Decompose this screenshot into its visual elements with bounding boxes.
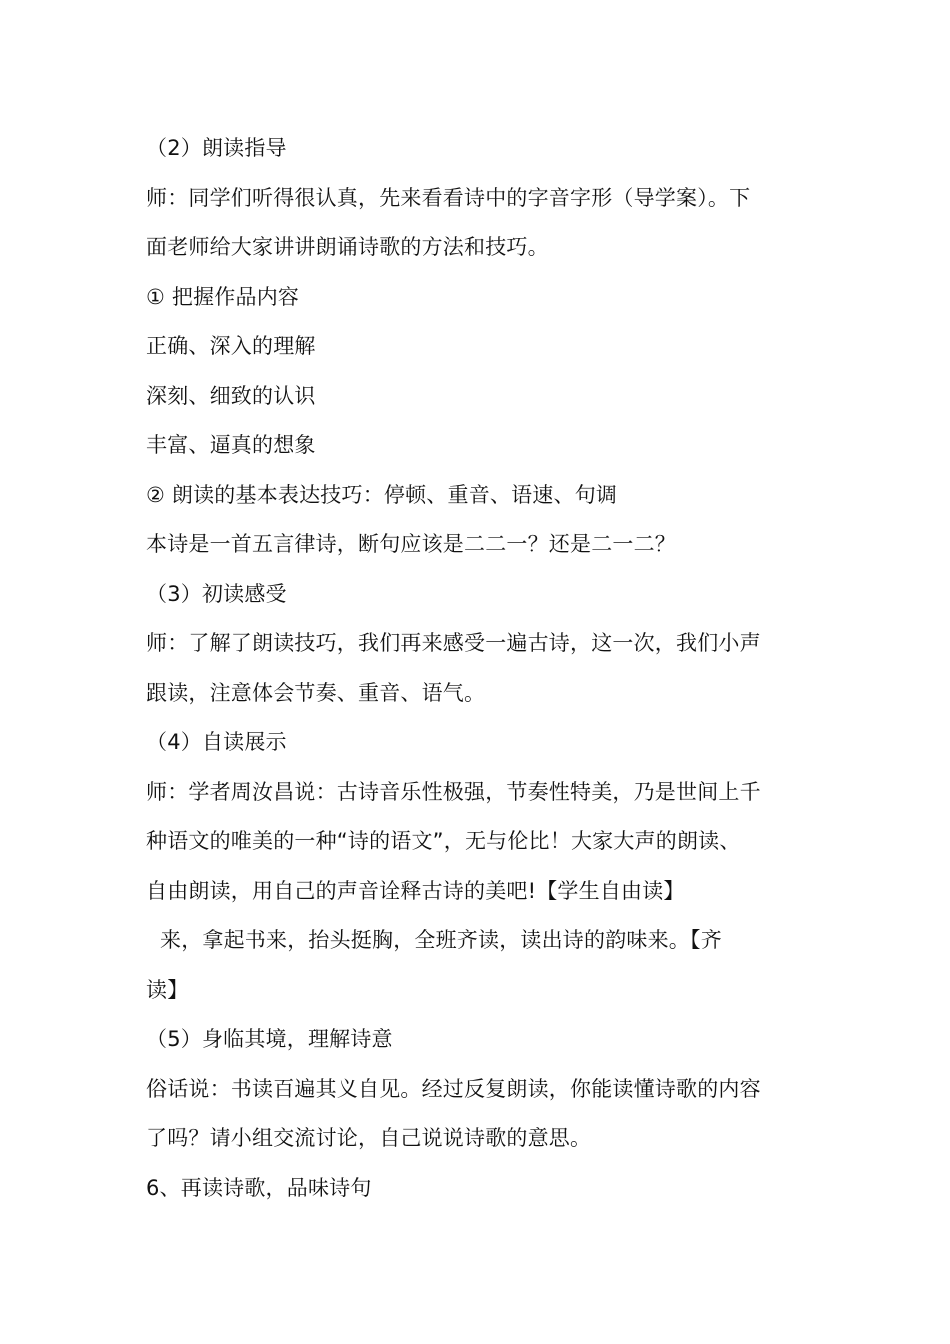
document-body [146,124,806,1213]
paragraph-line: 跟读，注意体会节奏、重音、语气。 [146,680,486,705]
paragraph-line: 师：同学们听得很认真，先来看看诗中的字音字形（导学案）。下 [146,185,751,210]
list-item: 正确、深入的理解 [146,334,316,358]
paragraph-line: 来，拿起书来，抬头挺胸，全班齐读，读出诗的韵味来。【齐 [160,928,722,952]
list-item-heading: ② 朗读的基本表达技巧：停顿、重音、语速、句调 [146,482,618,507]
paragraph-line: 自由朗读，用自己的声音诠释古诗的美吧!【学生自由读】 [146,878,685,903]
section-heading-understanding: （5）身临其境，理解诗意 [146,1027,393,1051]
paragraph-line: 面老师给大家讲讲朗诵诗歌的方法和技巧。 [146,235,549,259]
paragraph-line: 种语文的唯美的一种“诗的语文”，无与伦比！大家大声的朗读、 [146,829,741,853]
section-heading-self-reading: （4）自读展示 [146,730,287,754]
paragraph-line: 读】 [146,977,189,1002]
list-item-heading: ① 把握作品内容 [146,284,300,309]
section-heading-first-reading: （3）初读感受 [146,581,287,606]
list-item: 深刻、细致的认识 [146,383,316,408]
section-heading-reread: 6、再读诗歌，品味诗句 [146,1175,372,1200]
list-item: 丰富、逼真的想象 [146,433,316,457]
paragraph-line: 俗话说：书读百遍其义自见。经过反复朗读，你能读懂诗歌的内容 [146,1076,761,1101]
paragraph-line: 师：学者周汝昌说：古诗音乐性极强，节奏性特美，乃是世间上千 [146,779,761,804]
section-heading-reading-guidance: （2）朗读指导 [146,136,287,160]
paragraph-line: 了吗？请小组交流讨论，自己说说诗歌的意思。 [146,1126,592,1150]
paragraph-line: 师：了解了朗读技巧，我们再来感受一遍古诗，这一次，我们小声 [146,631,761,655]
paragraph-line: 本诗是一首五言律诗，断句应该是二二一？还是二一二？ [146,532,676,556]
